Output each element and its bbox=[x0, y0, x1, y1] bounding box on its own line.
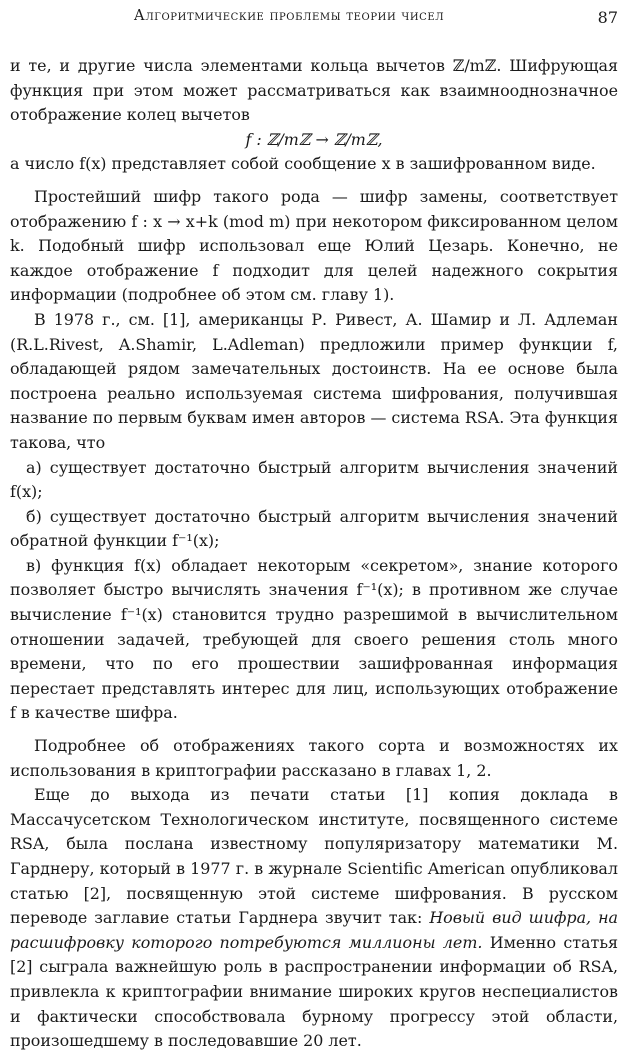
gardner-text-end: Именно статья [2] сыграла важнейшую роль в распространении информации об RSA, привлекла к криптографии внимание широких кругов неспециалистов и фактически способствовала бурному прогрессу этой области, произошедшему в последовавшие 20 лет. bbox=[10, 932, 618, 1051]
book-page bbox=[10, 4, 618, 1054]
list-item-a: а) существует достаточно быстрый алгоритм вычисления значений f(x); bbox=[10, 457, 618, 502]
gardner-text-start: Еще до выхода из печати статьи [1] копия доклада в Массачусетском Технологическом институте, посвященного системе RSA, была послана известному популяризатору математики М. Гарднеру, который в 1977 г. в журнале Scientific American опубликовал статью [2], посвященную этой системе шифрования. В русском переводе заглавие статьи Гарднера звучит так: bbox=[10, 785, 618, 928]
list-item-c: в) функция f(x) обладает некоторым «секретом», знание которого позволяет быстро вычислять значения f⁻¹(x); в противном же случае вычисление f⁻¹(x) становится трудно разрешимой в вычислительном отношении задачей, требующей для своего решения столь много времени, что по его прошествии зашифрованная информация перестает представлять интерес для лиц, использующих отображение f в качестве шифра. bbox=[10, 555, 618, 723]
page-body bbox=[10, 54, 618, 1054]
paragraph-after-formula: а число f(x) представляет собой сообщение x в зашифрованном виде. bbox=[10, 154, 596, 174]
paragraph-rsa-history: В 1978 г., см. [1], американцы Р. Ривест, А. Шамир и Л. Адлеман (R.L.Rivest, A.Shamir, L.Adleman) предложили пример функции f, обладающей рядом замечательных достоинств. На ее основе была построена реально используемая система шифрования, получившая название по первым буквам имен авторов — система RSA. Эта функция такова, что bbox=[10, 309, 618, 452]
paragraph-gardner bbox=[10, 783, 618, 1054]
paragraph-chapters-reference: Подробнее об отображениях такого сорта и возможностях их использования в криптографии рассказано в главах 1, 2. bbox=[10, 736, 618, 780]
running-head: Алгоритмические проблемы теории чисел bbox=[133, 8, 445, 24]
paragraph-continuation: и те, и другие числа элементами кольца вычетов ℤ/mℤ. Шифрующая функция при этом может рассматриваться как взаимнооднозначное отображение колец вычетов bbox=[10, 56, 618, 125]
list-item-b: б) существует достаточно быстрый алгоритм вычисления значений обратной функции f⁻¹(x); bbox=[10, 506, 618, 551]
display-formula: f : ℤ/mℤ → ℤ/mℤ, bbox=[245, 129, 383, 149]
article-title: Новый вид шифра, на расшифровку которого потребуются миллионы лет. bbox=[10, 908, 619, 952]
page-number: 87 bbox=[597, 8, 618, 27]
paragraph-substitution-cipher: Простейший шифр такого рода — шифр замены, соответствует отображению f : x → x+k (mod m) при некотором фиксированном целом k. Подобный шифр использовал еще Юлий Цезарь. Конечно, не каждое отображение f подходит для целей надежного сокрытия информации (подробнее об этом см. главу 1). bbox=[10, 186, 618, 305]
page-header bbox=[10, 4, 618, 32]
